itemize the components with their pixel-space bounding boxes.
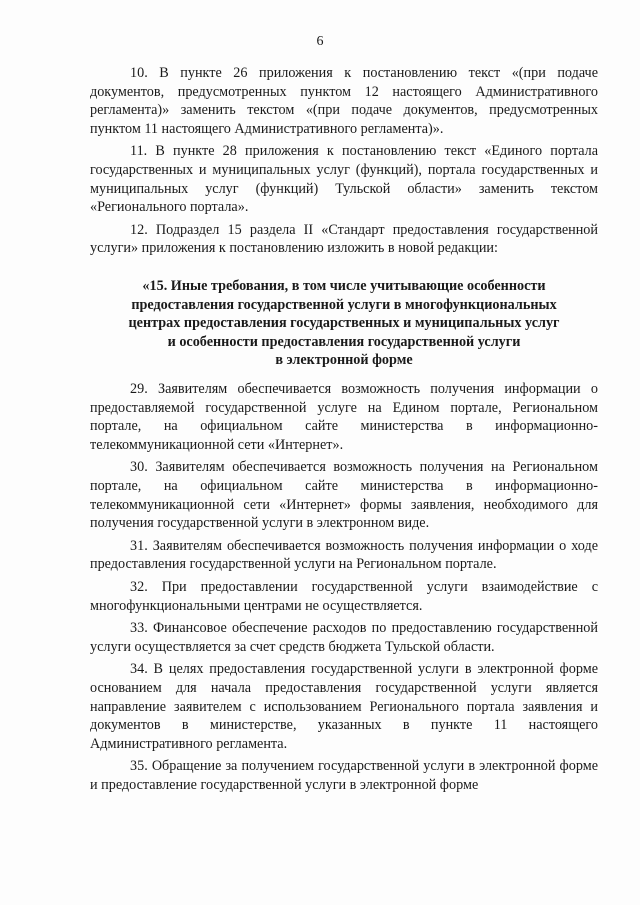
paragraph-35: 35. Обращение за получением государственной услуги в электронной форме и предоставление государственной услуги в электронной форме [90, 758, 598, 793]
section-title-line: в электронной форме [275, 352, 413, 369]
paragraph-32: 32. При предоставлении государственной услуги взаимодействие с многофункциональными центрами не осуществляется. [90, 578, 598, 614]
paragraph-30: 30. Заявителям обеспечивается возможность получения на Региональном портале, на официальном сайте министерства в информационно-телекоммуникационной сети «Интернет» формы заявления, необходимого для получения государственной услуги в электронном виде. [90, 459, 598, 532]
page-number: 6 [316, 34, 324, 49]
paragraph-11: 11. В пункте 28 приложения к постановлению текст «Единого портала государственных и муниципальных услуг (функций), портала государственных и муниципальных услуг (функций) Тульской области» заменить текстом «Регионального портала». [90, 143, 598, 216]
paragraph-29: 29. Заявителям обеспечивается возможность получения информации о предоставляемой государственной услуге на Едином портале, Региональном портале, на официальном сайте министерства в информационно-телекоммуникационной сети «Интернет». [90, 381, 598, 453]
paragraph-31: 31. Заявителям обеспечивается возможность получения информации о ходе предоставления государственной услуги на Региональном портале. [90, 537, 598, 573]
main-block [90, 380, 598, 794]
paragraph-10: 10. В пункте 26 приложения к постановлению текст «(при подаче документов, предусмотренных пунктом 12 настоящего Административного регламента)» заменить текстом «(при подаче документов, предусмотренных пунктом 11 настоящего Административного регламента)». [90, 65, 598, 137]
section-title-line: и особенности предоставления государственной услуги [167, 333, 521, 350]
paragraph-12: 12. Подраздел 15 раздела II «Стандарт предоставления государственной услуги» приложения к постановлению изложить в новой редакции: [90, 221, 598, 257]
section-title-line: предоставления государственной услуги в многофункциональных [131, 296, 557, 313]
section-title-line: «15. Иные требования, в том числе учитывающие особенности [142, 278, 546, 294]
section-title [90, 277, 598, 370]
paragraph-34: 34. В целях предоставления государственной услуги в электронной форме основанием для начала предоставления государственной услуги является направление заявителем с использованием Регионального портала заявления и документов в министерстве, указанных в пункте 11 настоящего Административного регламента. [90, 661, 598, 752]
paragraph-33: 33. Финансовое обеспечение расходов по предоставлению государственной услуги осуществляется за счет средств бюджета Тульской области. [90, 620, 598, 655]
intro-block [90, 64, 598, 258]
section-title-line: центрах предоставления государственных и муниципальных услуг [128, 315, 560, 332]
